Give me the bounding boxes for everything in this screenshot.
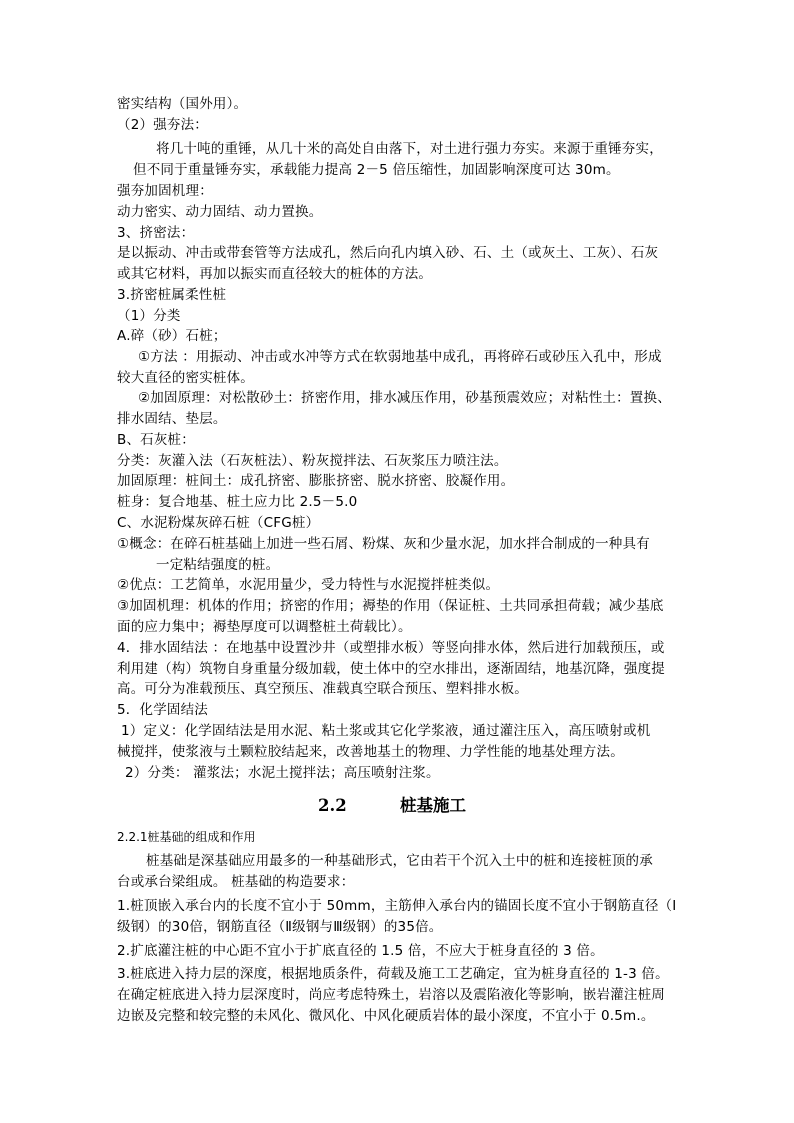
text-line: 桩基础是深基础应用最多的一种基础形式，它由若干个沉入土中的桩和连接桩顶的承 — [146, 853, 653, 869]
section-number: 2.2 — [318, 796, 347, 815]
subsection-heading: 2.2.1桩基础的组成和作用 — [117, 830, 256, 844]
text-line: 一定粘结强度的桩。 — [156, 557, 280, 573]
text-line: 或其它材料，再加以振实而直径较大的桩体的方法。 — [117, 266, 433, 282]
text-line: A.碎（砂）石桩； — [117, 328, 227, 344]
text-line: 4．排水固结法 ：在地基中设置沙井（或塑排水板）等竖向排水体，然后进行加载预压，或 — [117, 640, 665, 656]
text-line: 3.挤密桩属柔性桩 — [117, 287, 227, 303]
text-line: 较大直径的密实桩体。 — [117, 370, 254, 386]
text-line: 3、挤密法： — [117, 225, 195, 241]
text-line: B、石灰桩： — [117, 432, 195, 448]
text-line: 2）分类： 灌浆法；水泥土搅拌法；高压喷射注浆。 — [125, 765, 440, 781]
text-line: （1）分类 — [117, 308, 181, 324]
text-line: 但不同于重量锤夯实，承载能力提高 2－5 倍压缩性，加固影响深度可达 30m。 — [133, 162, 620, 178]
text-line: 1）定义：化学固结法是用水泥、粘土浆或其它化学浆液，通过灌注压入，高压喷射或机 — [121, 723, 651, 739]
text-line: ②加固原理：对松散砂土：挤密作用，排水减压作用，砂基预震效应；对粘性土：置换、 — [138, 390, 671, 406]
text-line: 密实结构（国外用）。 — [117, 96, 248, 112]
text-line: 级钢）的30倍，钢筋直径（Ⅱ级钢与Ⅲ级钢）的35倍。 — [117, 919, 443, 935]
section-title: 桩基施工 — [400, 796, 466, 815]
text-line: 分类：灰灌入法（石灰桩法）、粉灰搅拌法、石灰浆压力喷注法。 — [117, 453, 508, 469]
text-line: 3.桩底进入持力层的深度，根据地质条件，荷载及施工工艺确定，宜为桩身直径的 1-3 倍。 — [117, 966, 669, 982]
text-line: 1.桩顶嵌入承台内的长度不宜小于 50mm，主筋伸入承台内的锚固长度不宜小于钢筋直径（Ⅰ — [117, 898, 677, 914]
text-line: 械搅拌，使浆液与土颗粒胶结起来，改善地基土的物理、力学性能的地基处理方法。 — [117, 744, 624, 760]
text-line: 将几十吨的重锤，从几十米的高处自由落下，对土进行强力夯实。来源于重锤夯实， — [156, 141, 663, 157]
text-line: 面的应力集中；褥垫厚度可以调整桩土荷载比）。 — [117, 619, 412, 635]
text-line: 桩身：复合地基、桩土应力比 2.5－5.0 — [117, 494, 358, 510]
text-line: 是以振动、冲击或带套管等方法成孔，然后向孔内填入砂、石、土（或灰土、工灰）、石灰 — [117, 245, 659, 261]
text-line: 边嵌及完整和较完整的未风化、微风化、中风化硬质岩体的最小深度，不宜小于 0.5m.。 — [117, 1008, 655, 1024]
text-line: 加固原理：桩间土：成孔挤密、膨胀挤密、脱水挤密、胶凝作用。 — [117, 473, 515, 489]
text-line: ②优点：工艺简单，水泥用量少，受力特性与水泥搅拌桩类似。 — [117, 577, 500, 593]
text-line: ①概念：在碎石桩基础上加进一些石屑、粉煤、灰和少量水泥，加水拌合制成的一种具有 — [117, 536, 650, 552]
text-line: 强夯加固机理： — [117, 183, 213, 199]
text-line: 2.扩底灌注桩的中心距不宜小于扩底直径的 1.5 倍，不应大于桩身直径的 3 倍。 — [117, 943, 604, 959]
text-line: ①方法 ：用振动、冲击或水冲等方式在软弱地基中成孔，再将碎石或砂压入孔中，形成 — [138, 349, 662, 365]
text-line: 排水固结、垫层。 — [117, 411, 227, 427]
text-line: ③加固机理：机体的作用；挤密的作用；褥垫的作用（保证桩、土共同承担荷载；减少基底 — [117, 598, 664, 614]
text-line: C、水泥粉煤灰碎石桩（CFG桩） — [117, 515, 320, 531]
text-line: 利用建（构）筑物自身重量分级加载，使土体中的空水排出，逐渐固结，地基沉降，强度提 — [117, 661, 665, 677]
text-line: 高。可分为准载预压、真空预压、准载真空联合预压、塑料排水板。 — [117, 681, 528, 697]
text-line: 动力密实、动力固结、动力置换。 — [117, 204, 323, 220]
text-line: 5．化学固结法 — [117, 702, 208, 718]
text-line: 在确定桩底进入持力层深度时，尚应考虑特殊土，岩溶以及震陷液化等影响，嵌岩灌注桩周 — [117, 987, 665, 1003]
text-line: （2）强夯法： — [117, 117, 208, 133]
text-line: 台或承台梁组成。 桩基础的构造要求： — [117, 874, 355, 890]
